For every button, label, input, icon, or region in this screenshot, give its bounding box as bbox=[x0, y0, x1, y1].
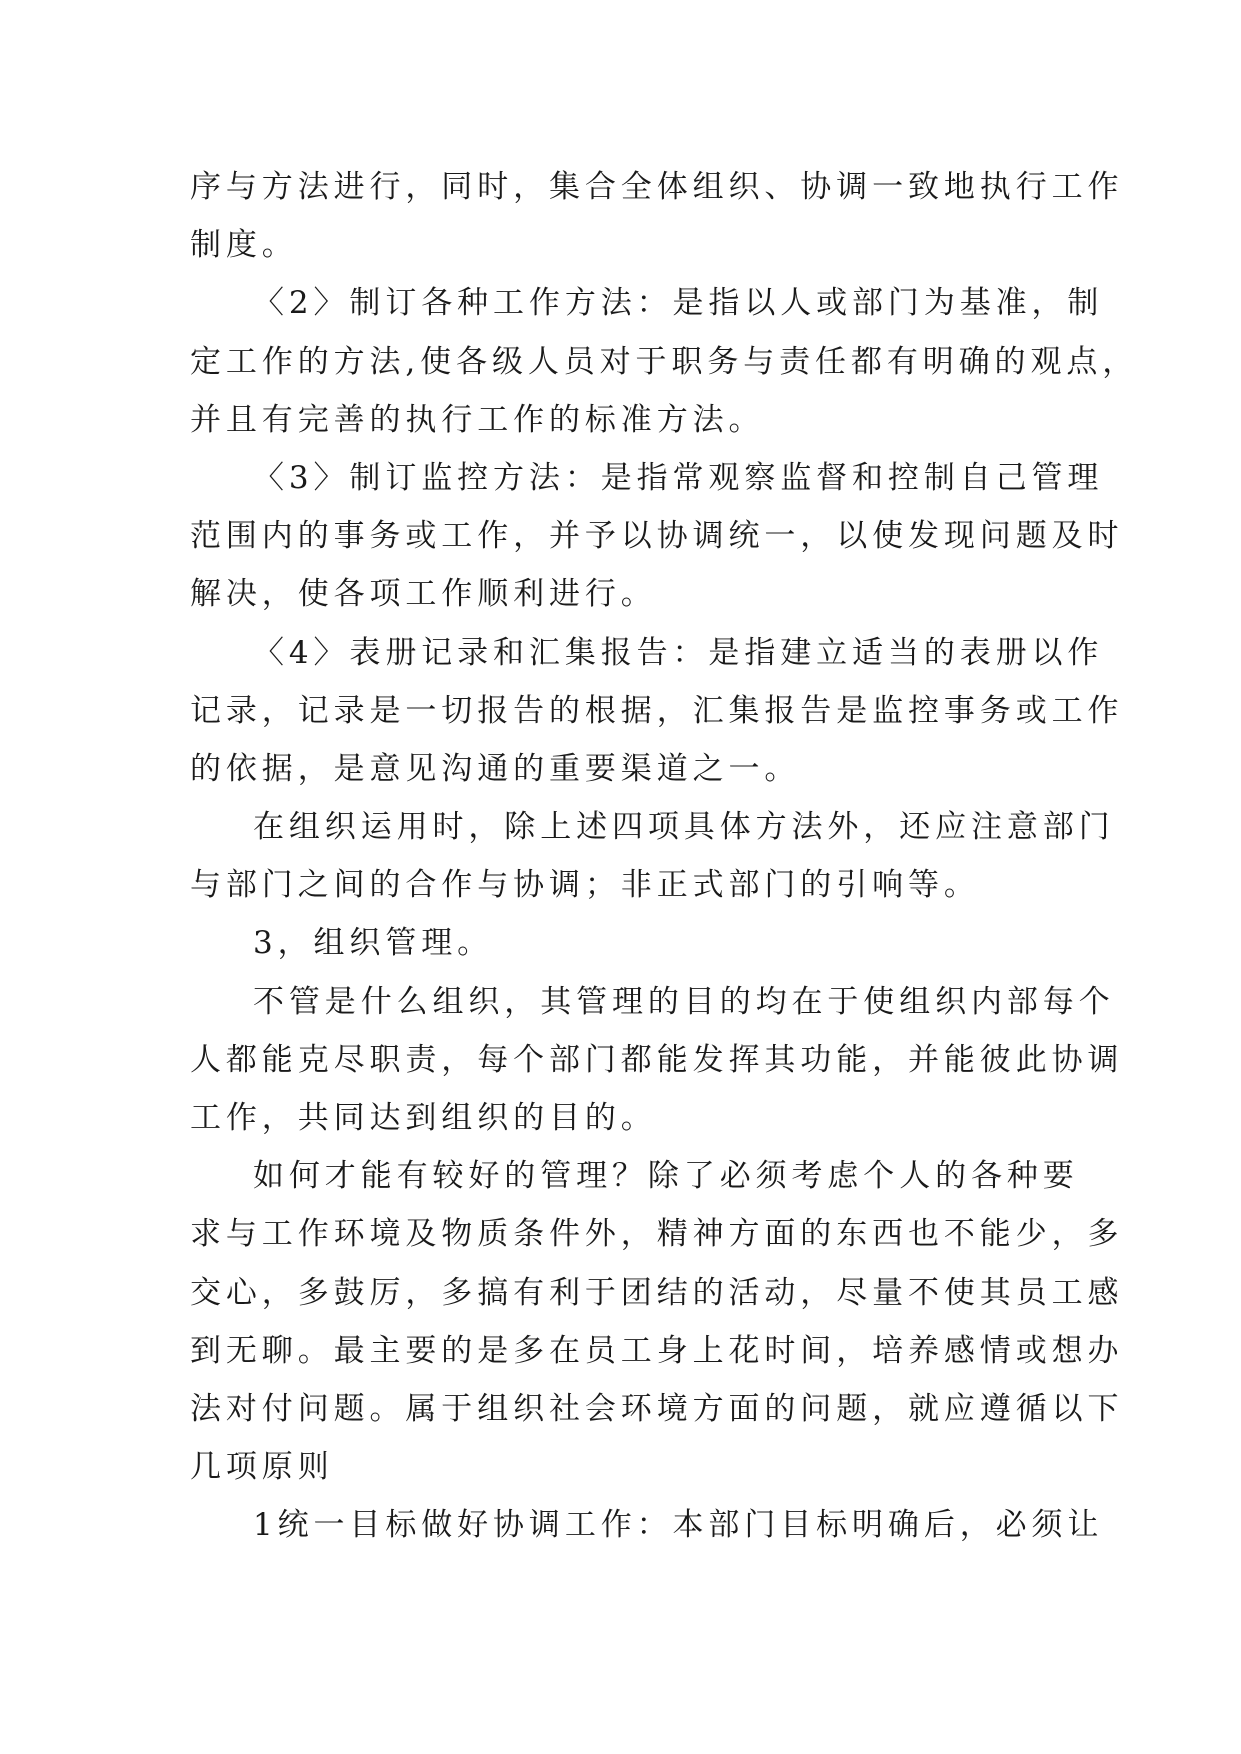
text-line: 到无聊。最主要的是多在员工身上花时间，培养感情或想办 bbox=[190, 1332, 1124, 1369]
text-line: 〈2〉制订各种工作方法：是指以人或部门为基准，制 bbox=[253, 285, 1104, 322]
text-line: 如何才能有较好的管理？除了必须考虑个人的各种要 bbox=[253, 1158, 1079, 1195]
text-line: 并且有完善的执行工作的标准方法。 bbox=[190, 401, 765, 438]
text-line: 法对付问题。属于组织社会环境方面的问题，就应遵循以下 bbox=[190, 1390, 1124, 1427]
text-line: 不管是什么组织，其管理的目的均在于使组织内部每个 bbox=[253, 983, 1115, 1020]
text-line: 人都能克尽职责，每个部门都能发挥其功能，并能彼此协调 bbox=[190, 1041, 1124, 1078]
text-line: 求与工作环境及物质条件外，精神方面的东西也不能少，多 bbox=[190, 1216, 1124, 1253]
text-line: 〈4〉表册记录和汇集报告：是指建立适当的表册以作 bbox=[253, 634, 1104, 671]
text-line: 工作，共同达到组织的目的。 bbox=[190, 1100, 657, 1136]
text-line: 制度。 bbox=[190, 227, 298, 264]
text-line: 在组织运用时，除上述四项具体方法外，还应注意部门 bbox=[253, 809, 1115, 846]
text-line: 记录，记录是一切报告的根据，汇集报告是监控事务或工作 bbox=[190, 692, 1124, 729]
text-line: 范围内的事务或工作，并予以协调统一，以使发现问题及时 bbox=[190, 518, 1124, 555]
text-line: 解决，使各项工作顺利进行。 bbox=[190, 576, 657, 613]
text-line: 与部门之间的合作与协调；非正式部门的引响等。 bbox=[190, 867, 980, 904]
document-body bbox=[190, 158, 1139, 1555]
text-line: 交心，多鼓厉，多搞有利于团结的活动，尽量不使其员工感 bbox=[190, 1274, 1124, 1311]
text-line: 的依据，是意见沟通的重要渠道之一。 bbox=[190, 750, 801, 787]
text-line: 几项原则 bbox=[190, 1449, 334, 1486]
text-line: 序与方法进行，同时，集合全体组织、协调一致地执行工作 bbox=[190, 169, 1124, 205]
text-line: 定工作的方法,使各级人员对于职务与责任都有明确的观点， bbox=[190, 343, 1139, 380]
text-line: 〈3〉制订监控方法：是指常观察监督和控制自己管理 bbox=[253, 459, 1104, 496]
text-line: 1统一目标做好协调工作：本部门目标明确后，必须让 bbox=[253, 1507, 1104, 1544]
text-line: 3，组织管理。 bbox=[253, 925, 494, 962]
